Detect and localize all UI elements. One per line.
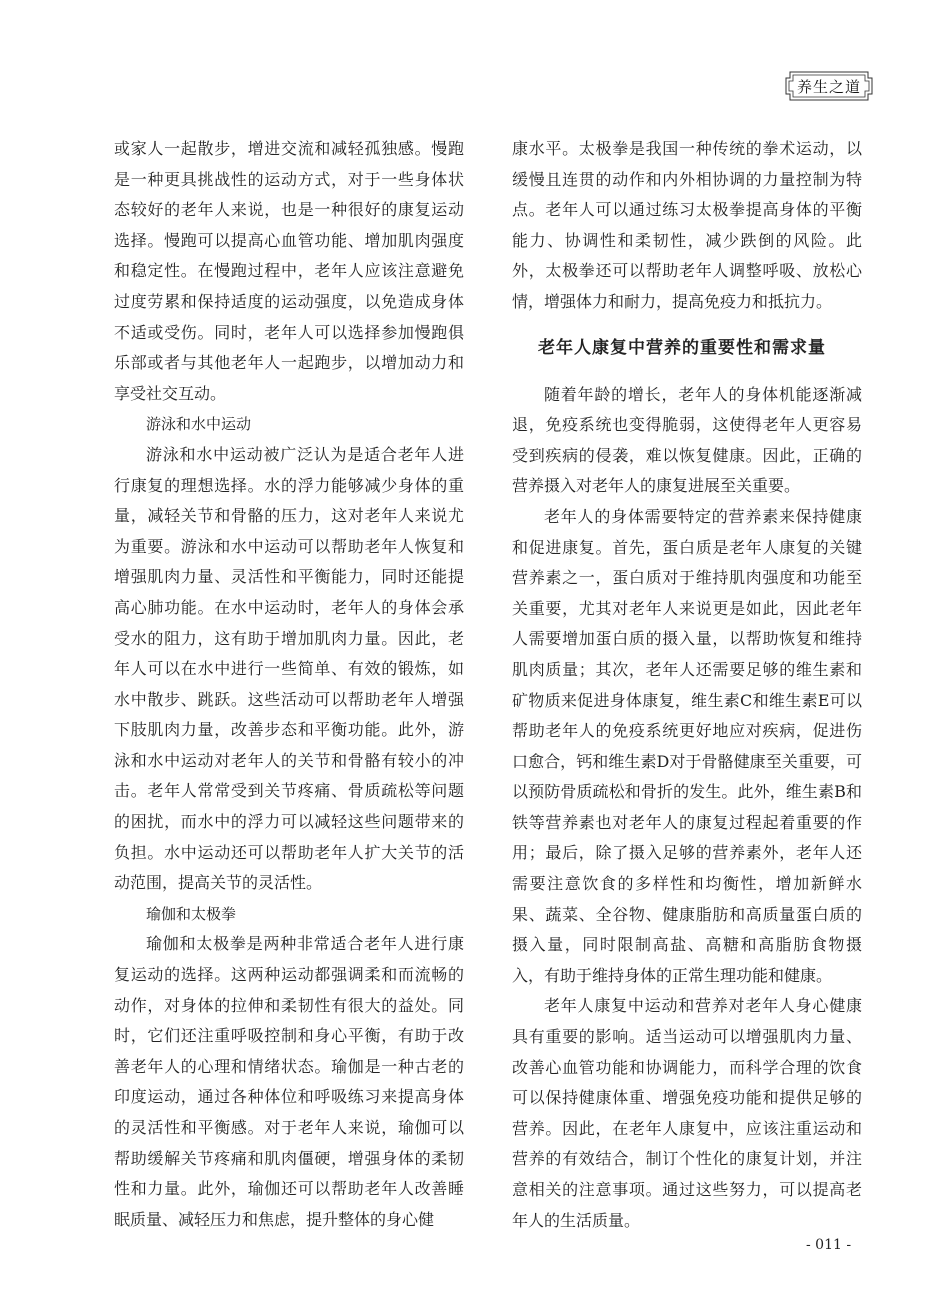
paragraph: 康水平。太极拳是我国一种传统的拳术运动，以缓慢且连贯的动作和内外相协调的力量控制为特点。老年人可以通过练习太极拳提高身体的平衡能力、协调性和柔韧性，减少跌倒的风险。此外，太极拳还可以帮助老年人调整呼吸、放松心情，增强体力和耐力，提高免疫力和抵抗力。 [512,139,862,311]
subheading-yoga-taichi: 瑜伽和太极拳 [146,904,237,923]
page-number: - 011 - [806,1237,852,1253]
paragraph: 游泳和水中运动被广泛认为是适合老年人进行康复的理想选择。水的浮力能够减少身体的重量，减轻关节和骨骼的压力，这对老年人来说尤为重要。游泳和水中运动可以帮助老年人恢复和增强肌肉力量、灵活性和平衡能力，同时还能提高心肺功能。在水中运动时，老年人的身体会承受水的阻力，这有助于增加肌肉力量。因此，老年人可以在水中进行一些简单、有效的锻炼，如水中散步、跳跃。这些活动可以帮助老年人增强下肢肌肉力量，改善步态和平衡功能。此外，游泳和水中运动对老年人的关节和骨骼有较小的冲击。老年人常常受到关节疼痛、骨质疏松等问题的困扰，而水中的浮力可以减轻这些问题带来的负担。水中运动还可以帮助老年人扩大关节的活动范围，提高关节的灵活性。 [114,444,464,893]
paragraph: 瑜伽和太极拳是两种非常适合老年人进行康复运动的选择。这两种运动都强调柔和而流畅的动作，对身体的拉伸和柔韧性有很大的益处。同时，它们还注重呼吸控制和身心平衡，有助于改善老年人的心理和情绪状态。瑜伽是一种古老的印度运动，通过各种体位和呼吸练习来提高身体的灵活性和平衡感。对于老年人来说，瑜伽可以帮助缓解关节疼痛和肌肉僵硬，增强身体的柔韧性和力量。此外，瑜伽还可以帮助老年人改善睡眠质量、减轻压力和焦虑，提升整体的身心健 [114,934,464,1229]
left-column [114,134,464,1235]
paragraph: 老年人康复中运动和营养对老年人身心健康具有重要的影响。适当运动可以增强肌肉力量、改善心血管功能和协调能力，而科学合理的饮食可以保持健康体重、增强免疫功能和提供足够的营养。因此，在老年人康复中，应该注重运动和营养的有效结合，制订个性化的康复计划，并注意相关的注意事项。通过这些努力，可以提高老年人的生活质量。 [512,996,862,1230]
subheading-swimming: 游泳和水中运动 [146,415,252,434]
section-tag [784,70,874,102]
paragraph: 老年人的身体需要特定的营养素来保持健康和促进康复。首先，蛋白质是老年人康复的关键营养素之一，蛋白质对于维持肌肉强度和功能至关重要，尤其对老年人来说更是如此，因此老年人需要增加蛋白质的摄入量，以帮助恢复和维持肌肉质量；其次，老年人还需要足够的维生素和矿物质来促进身体康复，维生素C和维生素E可以帮助老年人的免疫系统更好地应对疾病，促进伤口愈合，钙和维生素D对于骨骼健康至关重要，可以预防骨质疏松和骨折的发生。此外，维生素B和铁等营养素也对老年人的康复过程起着重要的作用；最后，除了摄入足够的营养素外，老年人还需要注意饮食的多样性和均衡性，增加新鲜水果、蔬菜、全谷物、健康脂肪和高质量蛋白质的摄入量，同时限制高盐、高糖和高脂肪食物摄入，有助于维持身体的正常生理功能和健康。 [512,506,862,985]
right-column [512,134,862,1236]
section-heading: 老年人康复中营养的重要性和需求量 [538,337,826,358]
paragraph: 随着年龄的增长，老年人的身体机能逐渐减退，免疫系统也变得脆弱，这使得老年人更容易受到疾病的侵袭，难以恢复健康。因此，正确的营养摄入对老年人的康复进展至关重要。 [512,384,862,496]
paragraph: 或家人一起散步，增进交流和减轻孤独感。慢跑是一种更具挑战性的运动方式，对于一些身体状态较好的老年人来说，也是一种很好的康复运动选择。慢跑可以提高心血管功能、增加肌肉强度和稳定性。在慢跑过程中，老年人应该注意避免过度劳累和保持适度的运动强度，以免造成身体不适或受伤。同时，老年人可以选择参加慢跑俱乐部或者与其他老年人一起跑步，以增加动力和享受社交互动。 [114,139,464,403]
section-label: 养生之道 [796,77,861,96]
